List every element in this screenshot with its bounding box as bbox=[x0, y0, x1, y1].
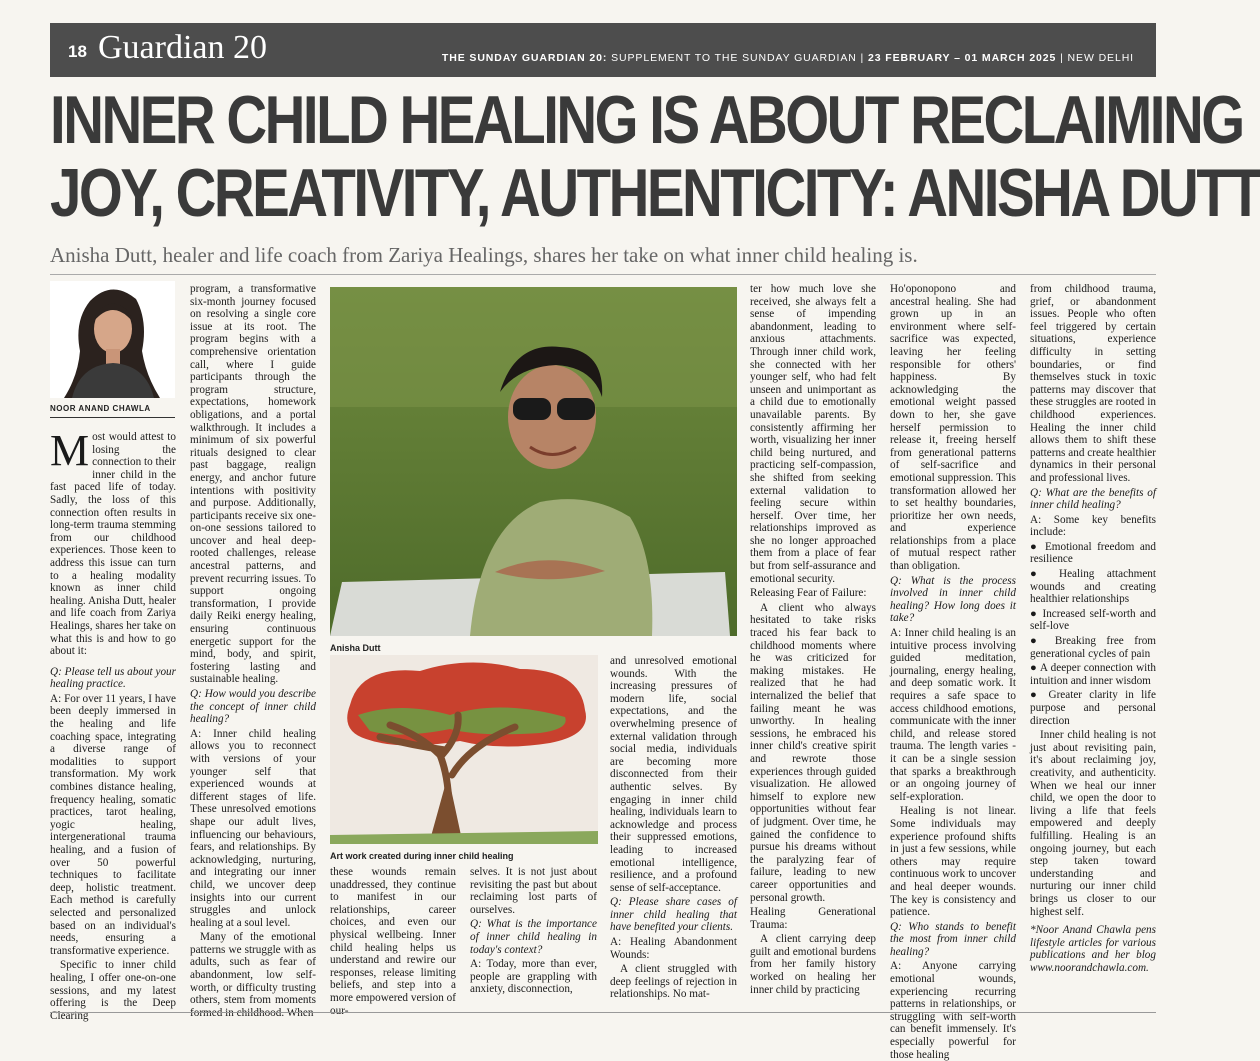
issue-dates: 23 FEBRUARY – 01 MARCH 2025 bbox=[868, 52, 1057, 64]
paragraph: A client carrying deep guilt and emotional burdens from her family history worked on healing her inner child by practicing bbox=[750, 933, 876, 996]
article-column-3 bbox=[330, 866, 456, 1017]
article-column-5 bbox=[610, 655, 737, 1005]
article-column-4 bbox=[470, 866, 597, 1006]
intro-paragraph: Most would attest to losing the connection to their inner child in the fast paced life of today. Sadly, the loss of this connection often results in long-term trauma stemming from our childhood experiences. Those keen to address this issue can turn to a healing modality known as inner child healing. Anisha Dutt, healer and life coach from Zariya Healings, shares her take on what this is and how to go about it: bbox=[50, 426, 177, 658]
benefit-bullet: ● Breaking free from generational cycles of pain bbox=[1030, 635, 1156, 660]
portrait-photo bbox=[330, 287, 737, 636]
section-name: Guardian 20 bbox=[98, 29, 268, 66]
answer: A: Some key benefits include: bbox=[1030, 513, 1156, 539]
question: Q: What is the process involved in inner child healing? How long does it take? bbox=[890, 574, 1016, 625]
paragraph: and unresolved emotional wounds. With the increasing pressures of modern life, social expectations, and the overwhelming presence of external validation through social media, individuals are becoming more disconnected from their authentic selves. By engaging in inner child healing, individuals learn to acknowledge and process their suppressed emotions, leading to increased emotional intelligence, resilience, and a profound sense of self-acceptance. bbox=[610, 655, 737, 894]
paragraph: selves. It is not just about revisiting the past but about reclaiming lost parts of ourselves. bbox=[470, 866, 597, 916]
question: Q: Who stands to benefit the most from inner child healing? bbox=[890, 920, 1016, 958]
photo-caption: Anisha Dutt bbox=[330, 643, 381, 653]
paragraph: Ho'oponopono and ancestral healing. She had grown up in an environment where self-sacrifice was expected, leaving her feeling responsible for others' happiness. By acknowledging the emotional weight passed down to her, she gave herself permission to release it, freeing herself from generational patterns of self-sacrifice and emotional suppression. This transformation allowed her to set healthy boundaries, prioritize her own needs, and experience relationships from a place of mutual respect rather than obligation. bbox=[890, 283, 1016, 573]
paragraph: Healing is not linear. Some individuals may experience profound shifts in just a few sessions, while others may require continuous work to uncover and heal deeper wounds. The key is consistency and patience. bbox=[890, 805, 1016, 919]
paragraph: these wounds remain unaddressed, they continue to manifest in our relationships, career choices, and even our physical wellbeing. Inner child healing helps us understand and rewire our responses, release limiting beliefs, and step into a more empowered version of our- bbox=[330, 866, 456, 1017]
divider bbox=[50, 274, 1156, 275]
answer: A: Inner child healing is an intuitive process involving guided meditation, journaling, energy healing, and deep somatic work. It requires a safe space to access childhood emotions, communicate with the inner child, and release stored trauma. The length varies - it can be a single session that sparks a breakthrough or an ongoing journey of self-exploration. bbox=[890, 627, 1016, 803]
publication-info bbox=[442, 52, 1134, 64]
standfirst: Anisha Dutt, healer and life coach from Zariya Healings, shares her take on what inner child healing is. bbox=[50, 243, 918, 267]
paragraph: A client struggled with deep feelings of rejection in relationships. No mat- bbox=[610, 963, 737, 1001]
paragraph: program, a transformative six-month journey focused on resolving a single core issue at its root. The program begins with a comprehensive orientation call, where I guide participants through the program structure, expectations, homework obligations, and a portal walkthrough. It includes a minimum of six powerful rituals designed to clear past baggage, realign energy, and anchor future intentions with positivity and purpose. Additionally, participants receive six one-on-one sessions tailored to uncover and heal deep-rooted challenges, release ancestral patterns, and prevent recurring issues. To support ongoing transformation, I provide daily Reiki energy healing, ensuring continuous energetic support for the mind, body, and spirit, fostering lasting and sustainable healing. bbox=[190, 283, 316, 686]
question: Q: Please share cases of inner child healing that have benefited your clients. bbox=[610, 896, 737, 934]
artwork-photo bbox=[330, 655, 598, 844]
article-column-6 bbox=[750, 283, 876, 1005]
answer: A: For over 11 years, I have been deeply immersed in the healing and life coaching space, integrating a diverse range of modalities to support transformation. My work combines distance healing, frequency healing, somatic practices, tarot healing, yogic healing, intergenerational trauma healing, and a fusion of over 50 powerful techniques to facilitate deep, holistic treatment. Each method is carefully selected and personalized based on an individual's needs, ensuring a transformative experience. bbox=[50, 692, 176, 957]
supplement-label: SUPPLEMENT TO THE SUNDAY GUARDIAN | bbox=[611, 52, 865, 64]
case-subheading: Releasing Fear of Failure: bbox=[750, 587, 867, 600]
answer: A: Inner child healing allows you to reconnect with versions of your younger self that experienced wounds at different stages of life. These unresolved emotions shape our adult lives, influencing our behaviours, fears, and relationships. By acknowledging, nurturing, and integrating our inner child, we uncover deep insights into our current struggles and unlock healing at a soul level. bbox=[190, 727, 316, 929]
headline-line-1: INNER CHILD HEALING IS ABOUT RECLAIMING bbox=[50, 82, 1243, 158]
answer: A: Anyone carrying emotional wounds, experiencing recurring patterns in relationships, or struggling with self-worth can benefit immensely. It's especially powerful for those healing bbox=[890, 960, 1016, 1061]
city-label: | NEW DELHI bbox=[1060, 52, 1134, 64]
benefit-bullet: ● Emotional freedom and resilience bbox=[1030, 540, 1156, 566]
headline-line-2: JOY, CREATIVITY, AUTHENTICITY: ANISHA DUTT bbox=[50, 155, 1260, 231]
article-column-1 bbox=[50, 426, 177, 1022]
page-number: 18 bbox=[68, 42, 87, 61]
benefit-bullet: ● Healing attachment wounds and creating healthier relationships bbox=[1030, 568, 1156, 606]
question: Q: What is the importance of inner child healing in today's context? bbox=[470, 918, 597, 956]
article-column-8 bbox=[1030, 283, 1156, 1005]
author-photo bbox=[50, 281, 175, 398]
bottom-divider bbox=[50, 1012, 1156, 1013]
drop-cap: M bbox=[50, 426, 90, 475]
artwork-caption: Art work created during inner child healing bbox=[330, 851, 514, 861]
byline: NOOR ANAND CHAWLA bbox=[50, 404, 175, 418]
paragraph: ter how much love she received, she always felt a sense of impending abandonment, leading to anxious attachments. Through inner child work, she connected with her younger self, who had felt unseen and unimportant as a child due to emotionally unavailable parents. By consistently affirming her worth, visualizing her inner child being nurtured, and practicing self-compassion, she shifted from seeking external validation to feeling secure within herself. Over time, her relationships improved as she no longer approached them from a place of fear but from self-assurance and emotional security. bbox=[750, 283, 876, 585]
case-subheading: Healing Generational Trauma: bbox=[750, 906, 876, 931]
benefit-bullet: ● Greater clarity in life purpose and personal direction bbox=[1030, 689, 1156, 727]
paragraph: Specific to inner child healing, I offer one-on-one sessions, and my latest offering is the Deep Clearing bbox=[50, 959, 176, 1022]
paragraph: Inner child healing is not just about revisiting pain, it's about reclaiming joy, creativity, and authenticity. When we heal our inner child, we open the door to living a life that feels empowered and deeply fulfilling. Healing is an ongoing journey, but each step taken toward understanding and nurturing our inner child brings us closer to our highest self. bbox=[1030, 729, 1156, 918]
paragraph: Many of the emotional patterns we struggle with as adults, such as fear of abandonment, low self-worth, or difficulty trusting others, stem from moments formed in childhood. When bbox=[190, 931, 316, 1019]
publication-name: THE SUNDAY GUARDIAN 20: bbox=[441, 52, 608, 64]
question: Q: Please tell us about your healing practice. bbox=[50, 665, 176, 691]
question: Q: How would you describe the concept of inner child healing? bbox=[190, 688, 316, 726]
page-header bbox=[50, 23, 1156, 77]
benefit-bullet: ● A deeper connection with intuition and inner wisdom bbox=[1030, 662, 1156, 687]
question: Q: What are the benefits of inner child healing? bbox=[1030, 486, 1156, 512]
answer: A: Healing Abandonment Wounds: bbox=[610, 936, 737, 961]
benefit-bullet: ● Increased self-worth and self-love bbox=[1030, 607, 1156, 633]
answer: A: Today, more than ever, people are grappling with anxiety, disconnection, bbox=[470, 958, 597, 996]
paragraph: A client who always hesitated to take risks traced his fear back to childhood moments where he was criticized for making mistakes. He realized that he had internalized the belief that failing meant he was unworthy. In healing sessions, he embraced his inner child's creative spirit and rewrote those experiences through guided visualization. He allowed himself to explore new opportunities without fear of judgment. Over time, he gained the confidence to pursue his dreams without the paralyzing fear of failure, leading to new career opportunities and personal growth. bbox=[750, 601, 876, 904]
article-column-7 bbox=[890, 283, 1016, 1061]
article-column-2 bbox=[190, 283, 316, 1019]
author-note: *Noor Anand Chawla pens lifestyle articles for various publications and her blog www.noorandchawla.com. bbox=[1030, 924, 1156, 974]
headline bbox=[50, 82, 1260, 231]
paragraph: from childhood trauma, grief, or abandonment issues. People who often feel triggered by certain situations, experience difficulty in setting boundaries, or find themselves stuck in toxic patterns may discover that these struggles are rooted in childhood experiences. Healing the inner child allows them to shift these patterns and create healthier dynamics in their personal and professional lives. bbox=[1030, 283, 1156, 484]
